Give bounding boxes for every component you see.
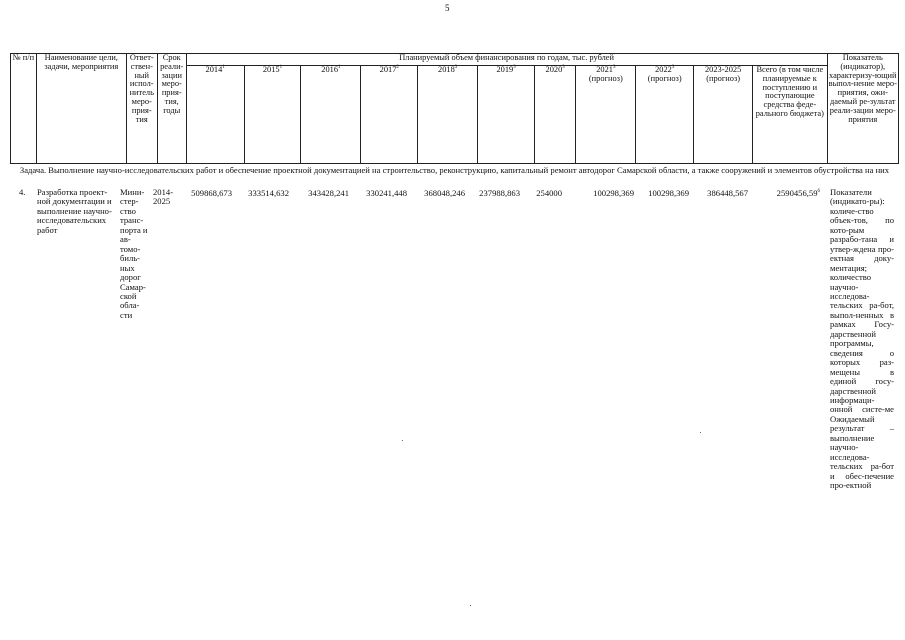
header-term: Срок реали-зации меро-прия-тия, годы bbox=[157, 54, 186, 164]
header-year: 2017$^2$ bbox=[361, 66, 418, 164]
value-2017: 330241,448 bbox=[366, 188, 407, 198]
row-responsible: Мини-стер-ство транс-порта и ав-томо-биль-ных дорог Самар-ской обла-сти bbox=[120, 187, 148, 320]
value-2022: 100298,369 bbox=[648, 188, 689, 198]
scan-speck bbox=[470, 605, 471, 606]
header-year: 2019$^3$ bbox=[478, 66, 535, 164]
header-year: 2020$^3$ bbox=[535, 66, 576, 164]
header-year: 2023-2025 (прогноз) bbox=[694, 66, 753, 164]
value-2014: 509868,673 bbox=[191, 188, 232, 198]
value-total: 2590456,59$^6$ bbox=[776, 188, 820, 198]
header-name: Наименование цели, задачи, мероприятия bbox=[36, 54, 126, 164]
scan-speck bbox=[402, 440, 403, 441]
header-responsible: Ответ-ствен-ный испол-нитель меро-прия-тия bbox=[126, 54, 157, 164]
header-financing: Планируемый объем финансирования по годам, тыс. рублей bbox=[186, 54, 827, 66]
value-2020: 254000 bbox=[536, 188, 562, 198]
task-heading: Задача. Выполнение научно-исследовательских работ и обеспечение проектной документацией на строительство, реконструкцию, капитальный ремонт автодорог Самарской области, а также сооружений и элементов обустройства на них bbox=[19, 165, 890, 175]
header-year: 2018$^3$ bbox=[418, 66, 478, 164]
row-number: 4. bbox=[19, 187, 26, 197]
row-indicator: Показатели (индикато-ры): количе-ство объек-тов, по кото-рым разрабо-тана и утвер-ждена про-ектная доку-ментация; количество научно-исследова-тельских ра-бот, выпол-ненных в рамках Госу-дарственной программы, сведения о которых раз-мещены в единой госу-дарственной информаци-онной систе-ме Ожидаемый результат – выполнение научно-исследова-тельских ра-бот и обес-печение про-ектной bbox=[830, 187, 894, 491]
row-term: 2014-2025 bbox=[153, 187, 174, 207]
value-2021: 100298,369 bbox=[593, 188, 634, 198]
value-2015: 333514,632 bbox=[248, 188, 289, 198]
header-year: 2022$^3$ (прогноз) bbox=[636, 66, 694, 164]
value-2019: 237988,863 bbox=[479, 188, 520, 198]
value-2023-2025: 386448,567 bbox=[707, 188, 748, 198]
value-2018: 368048,246 bbox=[424, 188, 465, 198]
header-table bbox=[10, 53, 899, 164]
header-year: 2021$^3$ (прогноз) bbox=[576, 66, 636, 164]
header-year: 2015$^1$ bbox=[244, 66, 301, 164]
header-num: № п/п bbox=[11, 54, 37, 164]
header-year: 2014$^1$ bbox=[186, 66, 244, 164]
header-indicator: Показатель (индикатор), характеризу-ющий выпол-нение меро-приятия, ожи-даемый ре-зультат реали-зации меро-приятия bbox=[827, 54, 898, 164]
page-number: 5 bbox=[445, 3, 450, 13]
row-name: Разработка проект-ной документации и выполнение научно-исследовательских работ bbox=[37, 187, 112, 235]
header-year: 2016$^1$ bbox=[301, 66, 361, 164]
header-total: Всего (в том числе планируемые к поступлению и поступающие средства феде-рального бюджета) bbox=[753, 66, 827, 164]
value-2016: 343428,241 bbox=[308, 188, 349, 198]
scan-speck bbox=[700, 432, 701, 433]
